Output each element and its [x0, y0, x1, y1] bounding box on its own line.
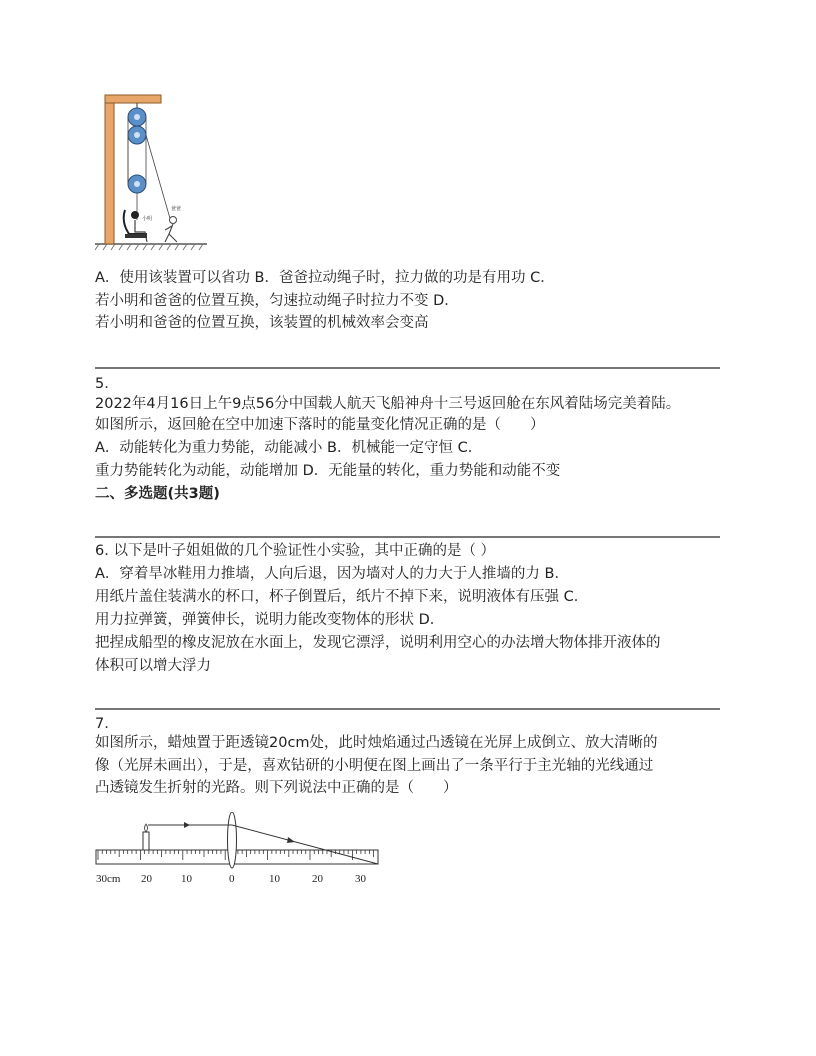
ruler-label: 20: [312, 873, 323, 885]
ruler-label: 10: [181, 873, 192, 885]
q5-number: 5.: [95, 376, 109, 392]
q6-line-2: A．穿着旱冰鞋用力推墙，人向后退，因为墙对人的力大于人推墙的力 B．: [95, 566, 569, 582]
q5-line-2: 如图所示，返回舱在空中加速下落时的能量变化情况正确的是（ ）: [95, 417, 545, 433]
divider: [95, 708, 720, 710]
q5-line-4: 重力势能转化为动能，动能增加 D．无能量的转化，重力势能和动能不变: [95, 463, 561, 479]
q7-number: 7.: [95, 716, 109, 732]
ruler-label: 10: [269, 873, 280, 885]
baba-label: 爸爸: [171, 207, 182, 212]
q7-line-3: 凸透镜发生折射的光路。则下列说法中正确的是（ ）: [95, 780, 458, 796]
divider: [95, 536, 720, 538]
pulley-figure: [95, 92, 215, 252]
q5-line-1: 2022年4月16日上午9点56分中国载人航天飞船神舟十三号返回舱在东风着陆场完美着陆。: [95, 396, 681, 412]
ruler-label: 30cm: [96, 873, 121, 885]
q6-line-1: 6. 以下是叶子姐姐做的几个验证性小实验，其中正确的是（ ）: [95, 543, 496, 559]
ruler-label: 0: [229, 873, 235, 885]
q6-line-4: 用力拉弹簧，弹簧伸长，说明力能改变物体的形状 D．: [95, 612, 445, 628]
lens-ruler-figure: [92, 812, 392, 892]
q4-line-1: A．使用该装置可以省功 B．爸爸拉动绳子时，拉力做的功是有用功 C．: [95, 270, 555, 286]
q6-line-6: 体积可以增大浮力: [95, 658, 211, 674]
ruler-label: 30: [355, 873, 366, 885]
q5-line-3: A．动能转化为重力势能，动能减小 B．机械能一定守恒 C．: [95, 440, 483, 456]
xiaoming-label: 小明: [142, 217, 153, 222]
section-title: 二、多选题(共3题): [95, 486, 220, 502]
q4-line-2: 若小明和爸爸的位置互换，匀速拉动绳子时拉力不变 D．: [95, 293, 459, 309]
q6-line-5: 把捏成船型的橡皮泥放在水面上，发现它漂浮，说明利用空心的办法增大物体排开液体的: [95, 635, 661, 651]
q7-line-1: 如图所示，蜡烛置于距透镜20cm处，此时烛焰通过凸透镜在光屏上成倒立、放大清晰的: [95, 735, 658, 751]
divider: [95, 367, 720, 369]
ruler-label: 20: [141, 873, 152, 885]
q6-line-3: 用纸片盖住装满水的杯口，杯子倒置后，纸片不掉下来，说明液体有压强 C．: [95, 589, 589, 605]
q7-line-2: 像（光屏未画出），于是，喜欢钻研的小明便在图上画出了一条平行于主光轴的光线通过: [95, 758, 654, 774]
q4-line-3: 若小明和爸爸的位置互换，该装置的机械效率会变高: [95, 315, 429, 331]
